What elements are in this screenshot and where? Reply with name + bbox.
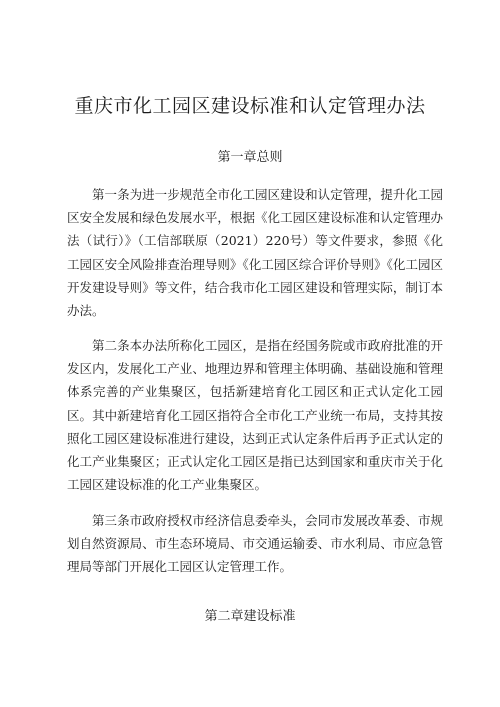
document-title: 重庆市化工园区建设标准和认定管理办法 xyxy=(74,95,426,117)
article-1-paragraph: 第一条为进一步规范全市化工园区建设和认定管理，提升化工园区安全发展和绿色发展水平，根据《化工园区建设标准和认定管理办法（试行）》（工信部联原（2021）220号）等文件要求，参照《化工园区安全风险排查治理导则》《化工园区综合评价导则》《化工园区开发建设导则》等文件，结合我市化工园区建设和管理实际，制订本办法。 xyxy=(67,187,443,319)
article-2-paragraph: 第二条本办法所称化工园区，是指在经国务院或市政府批准的开发区内，发展化工产业、地理边界和管理主体明确、基础设施和管理体系完善的产业集聚区，包括新建培育化工园区和正式认定化工园区。其中新建培育化工园区指符合全市化工产业统一布局，支持其按照化工园区建设标准进行建设，达到正式认定条件后再予正式认定的化工产业集聚区；正式认定化工园区是指已达到国家和重庆市关于化工园区建设标准的化工产业集聚区。 xyxy=(67,338,443,493)
chapter-1-heading: 第一章总则 xyxy=(217,150,283,165)
article-3-paragraph: 第三条市政府授权市经济信息委牵头，会同市发展改革委、市规划自然资源局、市生态环境局、市交通运输委、市水利局、市应急管理局等部门开展化工园区认定管理工作。 xyxy=(67,513,443,575)
chapter-2-heading: 第二章建设标准 xyxy=(204,609,296,624)
